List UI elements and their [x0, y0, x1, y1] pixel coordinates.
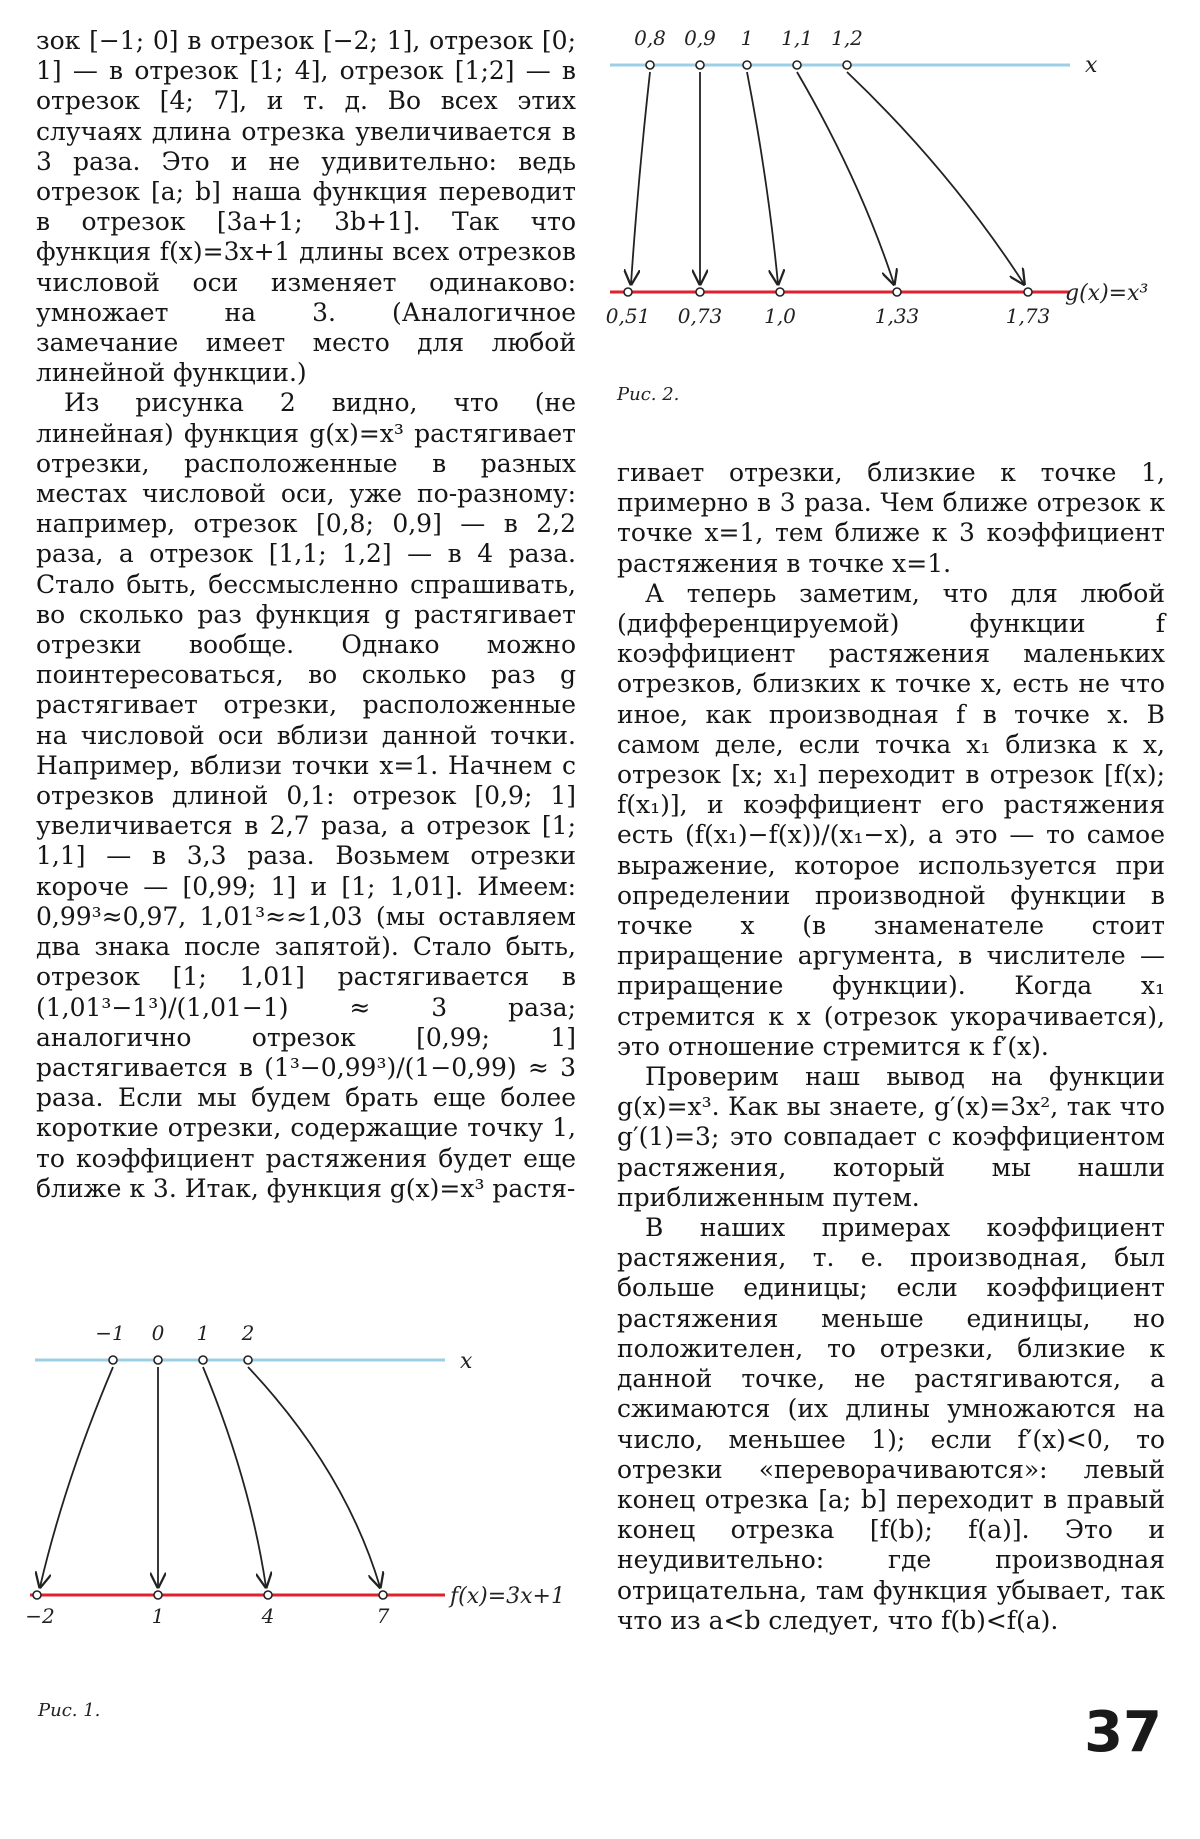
mapping-arrow [631, 72, 650, 284]
mapping-arrow [747, 72, 778, 284]
svg-text:1,2: 1,2 [831, 26, 863, 50]
tick-top [152, 1321, 165, 1364]
page-number: 37 [1084, 1700, 1162, 1765]
figure-1-diagram [25, 1320, 605, 1630]
mapping-arrow [40, 1367, 113, 1587]
tick-top [197, 1321, 210, 1364]
figure-1-caption: Рис. 1. [38, 1700, 101, 1721]
svg-text:0,9: 0,9 [684, 26, 716, 50]
right-text-column [617, 458, 1165, 1636]
svg-text:1: 1 [740, 26, 754, 50]
tick-bottom [678, 288, 723, 328]
paragraph: зок [−1; 0] в отрезок [−2; 1], отрезок [0; 1] — в отрезок [1; 4], отрезок [1;2] — в отрезок [4; 7], и т. д. Во всех этих случаях длина отрезка увеличивается в 3 раза. Это и не удивительно: ведь отрезок [a; b] наша функция переводит в отрезок [3a+1; 3b+1]. Так что функция f(x)=3x+1 длины всех отрезков числовой оси изменяет одинаково: умножает на 3. (Аналогичное замечание имеет место для любой линейной функции.) [36, 26, 576, 388]
paragraph: Из рисунка 2 видно, что (не линейная) функция g(x)=x³ растягивает отрезки, расположенные в разных местах числовой оси, уже по-разному: например, отрезок [0,8; 0,9] — в 2,2 раза, а отрезок [1,1; 1,2] — в 4 раза. Стало быть, бессмысленно спрашивать, во сколько раз функция g растягивает отрезки вообще. Однако можно поинтересоваться, во сколько раз g растягивает отрезки, расположенные на числовой оси вблизи данной точки. Например, вблизи точки x=1. Начнем с отрезков длиной 0,1: отрезок [0,9; 1] увеличивается в 2,7 раза, а отрезок [1; 1,1] — в 3,3 раза. Возьмем отрезки короче — [0,99; 1] и [1; 1,01]. Имеем: 0,99³≈0,97, 1,01³≈≈1,03 (мы оставляем два знака после запятой). Стало быть, отрезок [1; 1,01] растягивается в (1,01³−1³)/(1,01−1) ≈ 3 раза; аналогично отрезок [0,99; 1] растягивается в (1³−0,99³)/(1−0,99) ≈ 3 раза. Если мы будем брать еще более короткие отрезки, содержащие точку 1, то коэффициент растяжения будет еще ближе к 3. Итак, функция g(x)=x³ растя- [36, 388, 576, 1203]
svg-text:0,73: 0,73 [677, 304, 723, 328]
mapping-arrow [203, 1367, 266, 1587]
tick-bottom [377, 1591, 390, 1628]
tick-top [741, 26, 754, 69]
svg-text:1: 1 [151, 1604, 165, 1628]
svg-text:0,51: 0,51 [605, 304, 651, 328]
tick-bottom [152, 1591, 165, 1628]
svg-text:1,33: 1,33 [874, 304, 920, 328]
top-axis-label: x [460, 1349, 473, 1374]
tick-bottom [261, 1591, 275, 1628]
paragraph: А теперь заметим, что для любой (дифференцируемой) функции f коэффициент растяжения маленьких отрезков, близких к точке x, есть не что иное, как производная f в точке x. В самом деле, если точка x₁ близка к x, отрезок [x; x₁] переходит в отрезок [f(x); f(x₁)], и коэффициент его растяжения есть (f(x₁)−f(x))/(x₁−x), а это — то самое выражение, которое используется при определении производной функции в точке x (в знаменателе стоит приращение аргумента, в числителе — приращение функции). Когда x₁ стремится к x (отрезок укорачивается), это отношение стремится к f′(x). [617, 578, 1165, 1061]
svg-text:2: 2 [241, 1321, 255, 1345]
tick-bottom [606, 288, 651, 328]
mapping-arrow [847, 72, 1024, 284]
paragraph: гивает отрезки, близкие к точке 1, примерно в 3 раза. Чем ближе отрезок к точке x=1, тем ближе к 3 коэффициент растяжения в точке x=1. [617, 458, 1165, 578]
top-axis-label: x [1085, 53, 1098, 78]
paragraph: Проверим наш вывод на функции g(x)=x³. Как вы знаете, g′(x)=3x², так что g′(1)=3; это совпадает с коэффициентом растяжения, который мы нашли приближенным путем. [617, 1062, 1165, 1212]
svg-text:1: 1 [196, 1321, 210, 1345]
left-text-column [36, 26, 576, 1204]
svg-text:−2: −2 [25, 1604, 55, 1628]
mapping-arrow [248, 1367, 380, 1587]
svg-text:1,73: 1,73 [1005, 304, 1051, 328]
bottom-axis-label: f(x)=3x+1 [450, 1584, 565, 1609]
tick-top [684, 26, 716, 69]
tick-bottom [875, 288, 920, 328]
bottom-axis-label: g(x)=x³ [1065, 281, 1149, 306]
svg-text:1,0: 1,0 [764, 304, 796, 328]
svg-text:0: 0 [151, 1321, 165, 1345]
svg-text:1,1: 1,1 [781, 26, 813, 50]
tick-top [241, 1321, 255, 1364]
svg-text:4: 4 [261, 1604, 275, 1628]
tick-top [831, 26, 863, 69]
tick-bottom [1006, 288, 1051, 328]
paragraph: В наших примерах коэффициент растяжения, т. е. производная, был больше единицы; если коэффициент растяжения меньше единицы, но положителен, то отрезки, близкие к данной точке, не растягиваются, а сжимаются (их длины умножаются на число, меньшее 1); если f′(x)<0, то отрезки «переворачиваются»: левый конец отрезка [a; b] переходит в правый конец отрезка [f(b); f(a)]. Это и неудивительно: где производная отрицательна, там функция убывает, так что из a<b следует, что f(b)<f(a). [617, 1213, 1165, 1635]
svg-text:0,8: 0,8 [634, 26, 666, 50]
tick-bottom [764, 288, 796, 328]
figure-2-diagram [600, 20, 1180, 350]
svg-text:−1: −1 [95, 1321, 125, 1345]
figure-2-caption: Рис. 2. [617, 384, 680, 405]
tick-top [95, 1321, 124, 1364]
tick-top [634, 26, 666, 69]
svg-text:7: 7 [376, 1604, 390, 1628]
tick-top [781, 26, 813, 69]
tick-bottom [25, 1591, 54, 1628]
